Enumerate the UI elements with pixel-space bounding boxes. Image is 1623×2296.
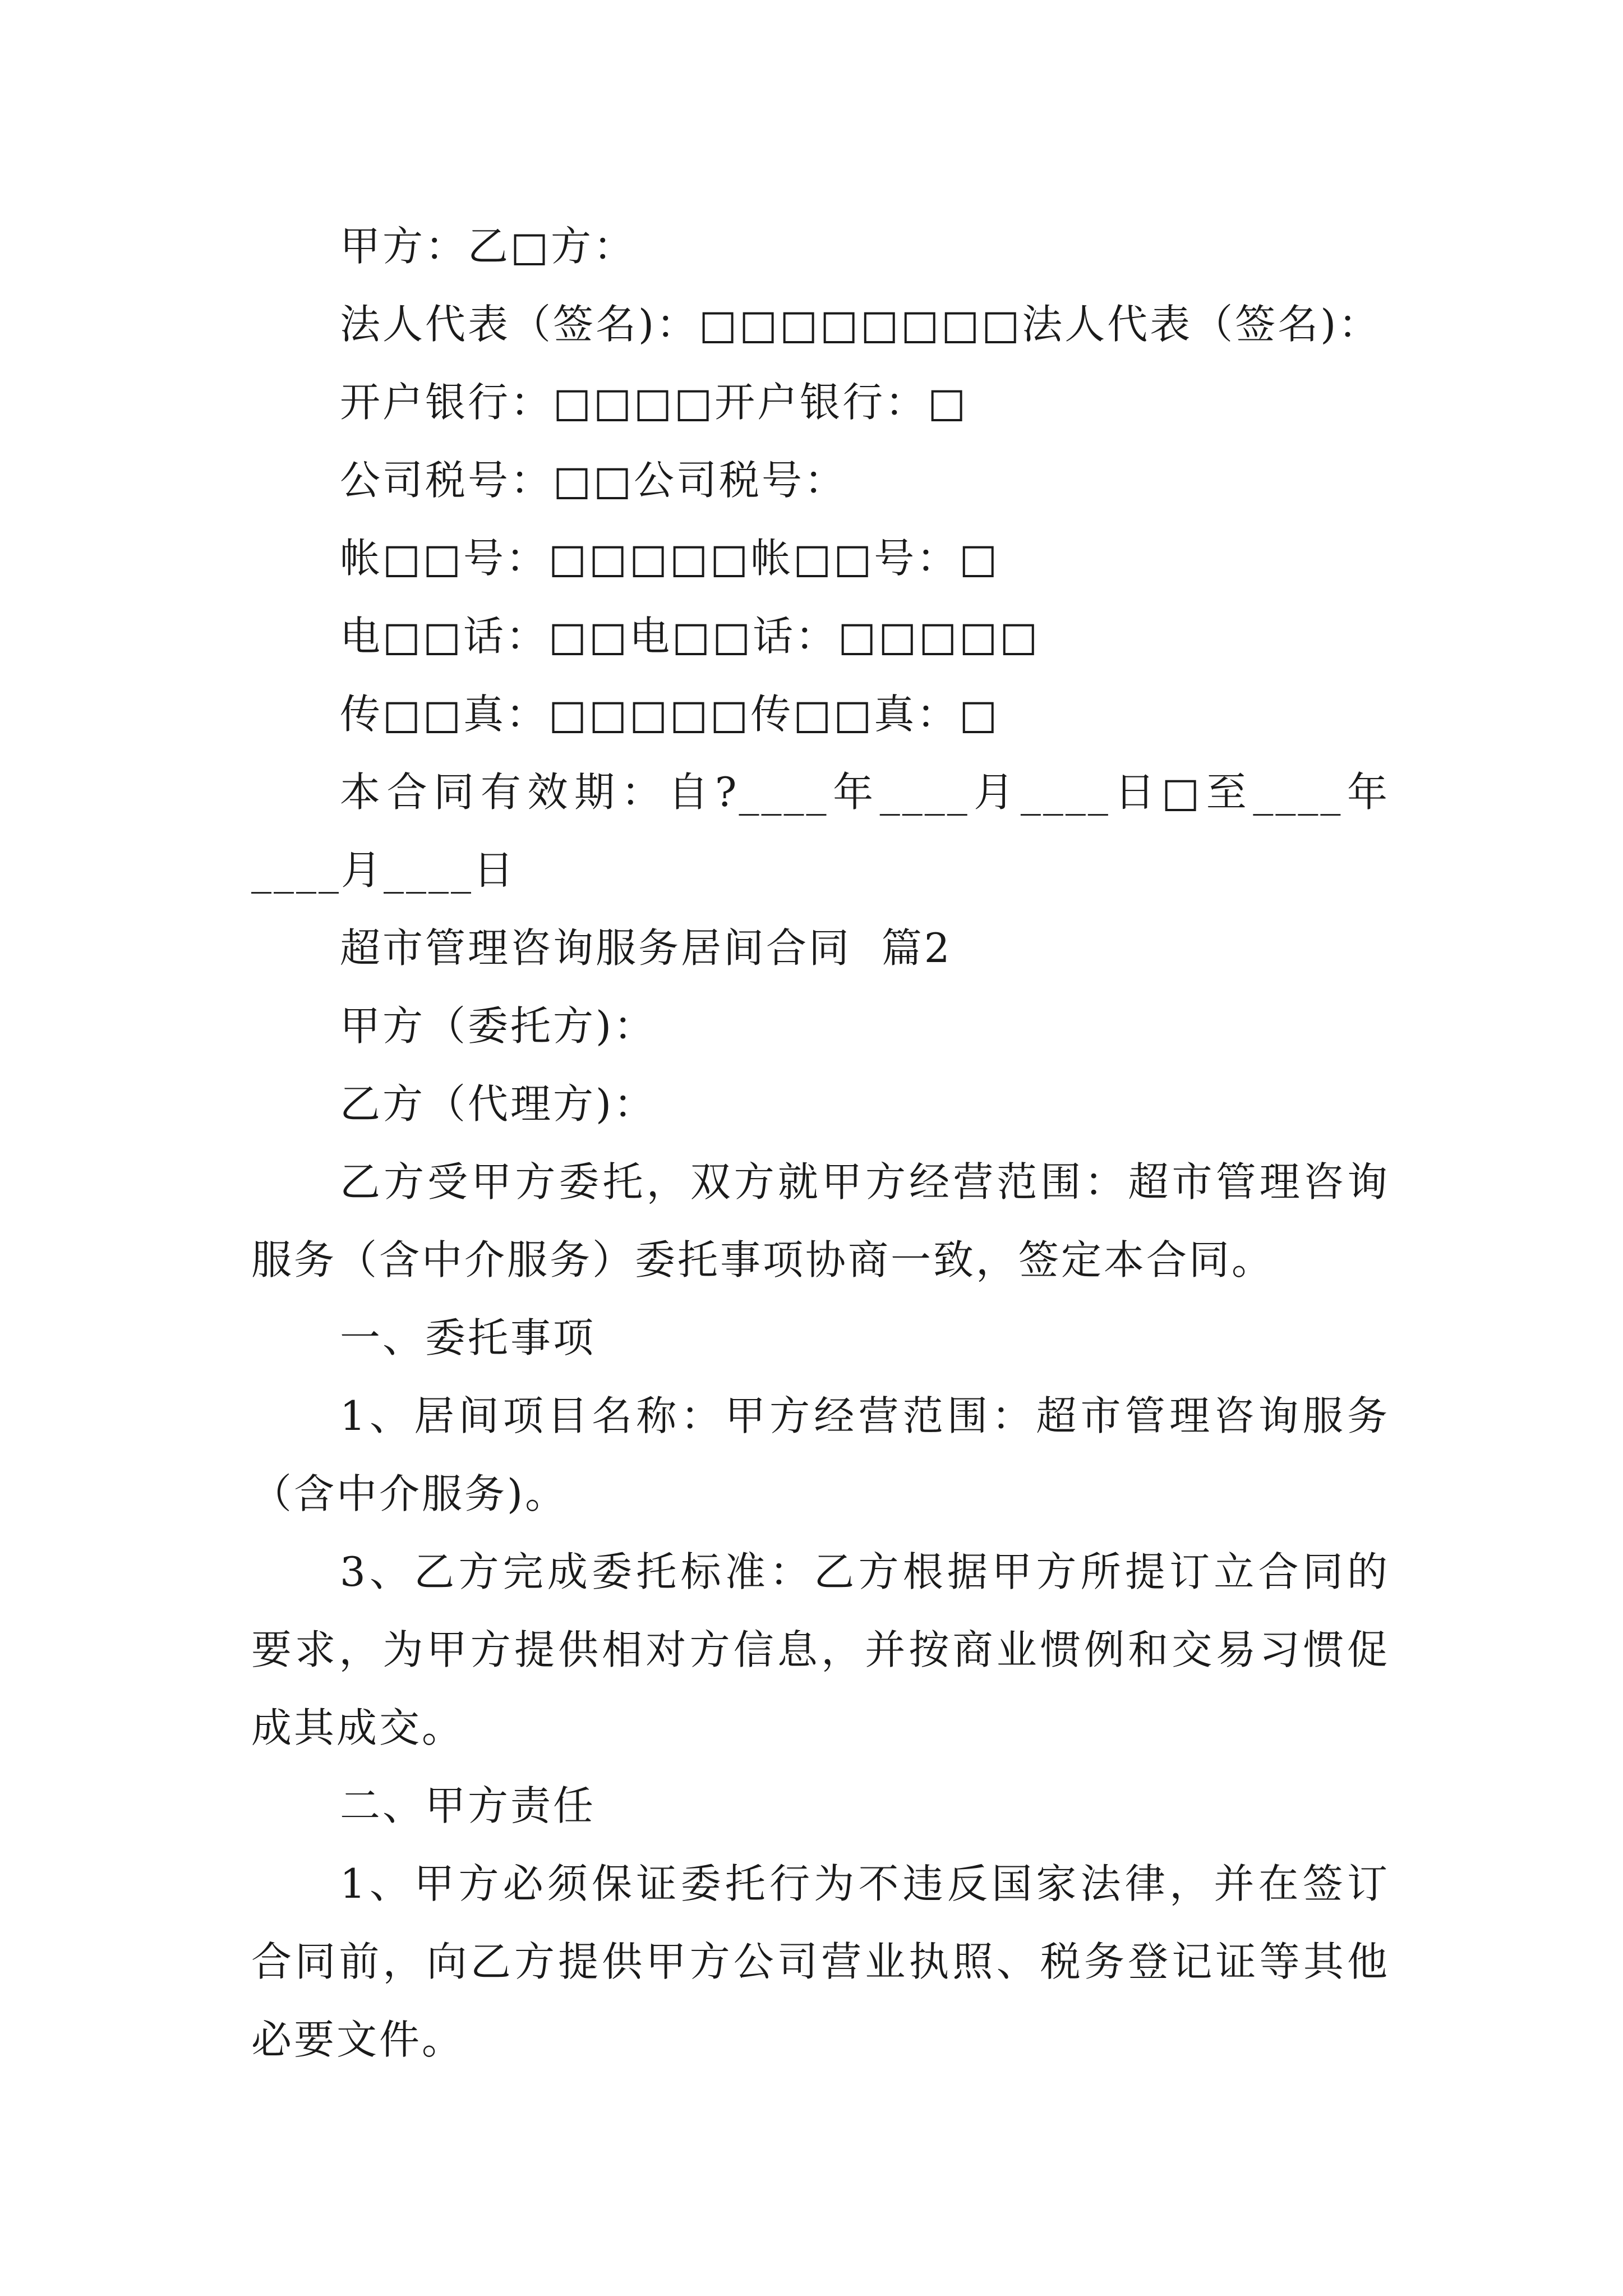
heading-delegation-matters: 一、委托事项 <box>340 1314 596 1361</box>
clause-2-1: 1、甲方必须保证委托行为不违反国家法律，并在签订合同前，向乙方提供甲方公司营业执照、税务登记证等其他必要文件。 <box>251 1860 1390 2063</box>
section-title: 超市管理咨询服务居间合同 篇2 <box>340 924 952 972</box>
signature-line-phone: 电□□话：□□电□□话：□□□□□ <box>340 613 1040 660</box>
clause-1-1: 1、居间项目名称：甲方经营范围：超市管理咨询服务（含中介服务)。 <box>251 1392 1390 1517</box>
signature-line-parties: 甲方：乙□方： <box>340 223 637 270</box>
intro-paragraph: 乙方受甲方委托，双方就甲方经营范围：超市管理咨询服务（含中介服务）委托事项协商一致，签定本合同。 <box>251 1158 1390 1283</box>
signature-line-fax: 传□□真：□□□□□传□□真：□ <box>340 691 1000 738</box>
document-body <box>251 208 1390 2079</box>
signature-line-bank: 开户银行：□□□□开户银行：□ <box>340 379 969 426</box>
validity-period: 本合同有效期：自?____年____月____日□至____年____月____日 <box>251 769 1390 894</box>
signature-line-legal-rep: 法人代表（签名)：□□□□□□□□法人代表（签名)： <box>340 301 1381 348</box>
signature-line-tax-id: 公司税号：□□公司税号： <box>340 457 847 504</box>
heading-party-a-duties: 二、甲方责任 <box>340 1782 596 1829</box>
signature-line-account: 帐□□号：□□□□□帐□□号：□ <box>340 535 1000 582</box>
party-a-label: 甲方（委托方)： <box>340 1002 657 1050</box>
clause-1-3: 3、乙方完成委托标准：乙方根据甲方所提订立合同的要求，为甲方提供相对方信息，并按商业惯例和交易习惯促成其成交。 <box>251 1548 1390 1751</box>
party-b-label: 乙方（代理方)： <box>340 1080 657 1128</box>
